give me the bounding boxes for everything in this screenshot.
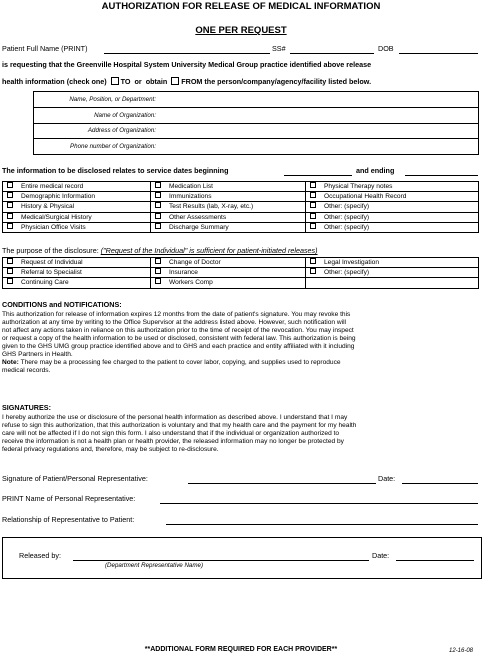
table-row xyxy=(3,278,479,288)
option-label: Other: (specify) xyxy=(324,203,370,211)
conditions-line: authorization at any time by writing to the Office Supervisor at the address listed above. However, such notification will xyxy=(2,319,347,327)
record-option-entire[interactable] xyxy=(3,182,151,192)
service-end-field[interactable] xyxy=(405,175,478,176)
release-date-field[interactable] xyxy=(396,560,474,561)
org-row-address[interactable] xyxy=(34,123,478,139)
option-label: Insurance xyxy=(169,269,198,277)
conditions-heading: CONDITIONS and NOTIFICATIONS: xyxy=(2,300,122,309)
checkbox-icon[interactable] xyxy=(155,213,161,219)
record-option-other-1[interactable] xyxy=(306,202,479,212)
option-label: Other Assessments xyxy=(169,213,227,221)
option-label: Request of Individual xyxy=(21,259,83,267)
org-row-phone[interactable] xyxy=(34,139,478,154)
checkbox-icon[interactable] xyxy=(7,213,13,219)
conditions-body xyxy=(2,311,480,375)
checkbox-icon[interactable] xyxy=(7,192,13,198)
print-name-field[interactable] xyxy=(160,503,478,504)
signatures-line: refuse to sign this authorization, that this authorization is voluntary and that my health care and the payment for my health xyxy=(2,422,357,430)
signature-date-label: Date: xyxy=(378,474,396,483)
option-label: Referral to Specialist xyxy=(21,269,82,277)
org-row-name[interactable] xyxy=(34,108,478,124)
to-label: TO xyxy=(120,77,131,86)
org-label-name-position: Name, Position, or Department: xyxy=(69,96,156,103)
dob-field[interactable] xyxy=(399,53,478,54)
table-row xyxy=(3,202,479,212)
to-checkbox[interactable] xyxy=(111,77,119,85)
record-option-demographic[interactable] xyxy=(3,192,151,202)
service-dates-label: The information to be disclosed relates to service dates beginning xyxy=(2,166,229,175)
signatures-line: receive the information is not a health plan or health provider, the released information may no longer be protected by xyxy=(2,438,344,446)
record-option-other-3[interactable] xyxy=(306,222,479,232)
option-label: Discharge Summary xyxy=(169,223,229,231)
dob-label: DOB xyxy=(378,44,394,53)
table-row xyxy=(3,212,479,222)
checkbox-icon[interactable] xyxy=(155,223,161,229)
patient-name-label: Patient Full Name (PRINT) xyxy=(2,44,88,53)
form-subtitle: ONE PER REQUEST xyxy=(195,25,287,36)
conditions-note xyxy=(2,359,480,367)
records-table xyxy=(2,181,479,233)
option-label: Continuing Care xyxy=(21,279,69,287)
checkbox-icon[interactable] xyxy=(7,223,13,229)
table-row xyxy=(3,192,479,202)
checkbox-icon[interactable] xyxy=(310,202,316,208)
checkbox-icon[interactable] xyxy=(155,268,161,274)
org-row-name-position[interactable] xyxy=(34,92,478,108)
ssn-field[interactable] xyxy=(290,53,374,54)
checkbox-icon[interactable] xyxy=(310,213,316,219)
option-label: Immunizations xyxy=(169,193,212,201)
org-label-phone: Phone number of Organization: xyxy=(70,142,156,150)
print-name-label: PRINT Name of Personal Representative: xyxy=(2,494,136,503)
purpose-option-continuing[interactable] xyxy=(3,278,151,288)
obtain-label: obtain xyxy=(145,77,168,86)
org-label-name: Name of Organization: xyxy=(94,111,156,119)
purpose-option-insurance[interactable] xyxy=(151,268,306,278)
footer-notice: **ADDITIONAL FORM REQUIRED FOR EACH PROVIDER** xyxy=(144,646,338,653)
checkbox-icon[interactable] xyxy=(155,182,161,188)
purpose-option-change-doctor[interactable] xyxy=(151,258,306,268)
record-option-assessments[interactable] xyxy=(151,212,306,222)
checkbox-icon[interactable] xyxy=(310,182,316,188)
record-option-medication[interactable] xyxy=(151,182,306,192)
service-ending-label: and ending xyxy=(356,166,395,175)
health-info-line xyxy=(2,77,371,87)
record-option-other-2[interactable] xyxy=(306,212,479,222)
option-label: Occupational Health Record xyxy=(324,193,407,201)
requesting-text: is requesting that the Greenville Hospital System University Medical Group practice identified above release xyxy=(2,60,372,69)
signature-date-field[interactable] xyxy=(402,483,478,484)
option-label: Test Results (lab, X-ray, etc.) xyxy=(169,203,254,211)
conditions-note-cont: medical records. xyxy=(2,367,51,375)
form-title: AUTHORIZATION FOR RELEASE OF MEDICAL INFORMATION xyxy=(101,1,381,12)
option-label: Other: (specify) xyxy=(324,213,370,221)
conditions-line: not affect any actions taken in reliance on this authorization prior to the time of receipt of the revocation. You may inspect xyxy=(2,327,354,335)
table-row xyxy=(3,222,479,232)
checkbox-icon[interactable] xyxy=(7,202,13,208)
record-option-med-surg[interactable] xyxy=(3,212,151,222)
option-label: Physician Office Visits xyxy=(21,223,86,231)
purpose-note: ("Request of the Individual" is sufficient for patient-initiated releases) xyxy=(100,246,318,255)
released-by-label: Released by: xyxy=(19,551,61,560)
release-box xyxy=(2,537,482,579)
record-option-office-visits[interactable] xyxy=(3,222,151,232)
checkbox-icon[interactable] xyxy=(310,258,316,264)
org-label-address: Address of Organization: xyxy=(87,127,156,134)
organization-box xyxy=(33,91,479,155)
checkbox-icon[interactable] xyxy=(7,268,13,274)
conditions-line: or request a copy of the health information to be used or disclosed, consistent with federal law. This authorization is being xyxy=(2,335,356,343)
signatures-line: I hereby authorize the use or disclosure of the personal health information as described above. I understand that I may xyxy=(2,414,348,421)
record-option-occupational[interactable] xyxy=(306,192,479,202)
dept-rep-label: (Department Representative Name) xyxy=(105,562,204,569)
note-label: Note: xyxy=(2,359,19,367)
purpose-option-legal[interactable] xyxy=(306,258,479,268)
purpose-option-workers-comp[interactable] xyxy=(151,278,306,288)
record-option-immunizations[interactable] xyxy=(151,192,306,202)
purpose-empty-cell xyxy=(306,278,479,288)
patient-name-field[interactable] xyxy=(104,53,270,54)
checkbox-icon[interactable] xyxy=(155,202,161,208)
form-date: 12-16-08 xyxy=(449,648,474,654)
option-label: Demographic Information xyxy=(21,193,96,201)
released-by-field[interactable] xyxy=(73,560,369,561)
record-option-pt-notes[interactable] xyxy=(306,182,479,192)
conditions-line: GHS Partners in Health. xyxy=(2,351,73,359)
purpose-table xyxy=(2,257,479,289)
checkbox-icon[interactable] xyxy=(310,192,316,198)
signature-field[interactable] xyxy=(188,483,376,484)
checkbox-icon[interactable] xyxy=(310,223,316,229)
signatures-body xyxy=(2,414,480,454)
signature-label: Signature of Patient/Personal Representative: xyxy=(2,474,148,483)
option-label: Entire medical record xyxy=(21,183,84,191)
from-text: FROM the person/company/agency/facility listed below. xyxy=(181,77,372,86)
relationship-field[interactable] xyxy=(166,524,478,525)
option-label: Workers Comp xyxy=(169,279,213,287)
signatures-heading: SIGNATURES: xyxy=(2,403,51,412)
release-date-label: Date: xyxy=(372,551,390,560)
checkbox-icon[interactable] xyxy=(310,268,316,274)
purpose-option-other[interactable] xyxy=(306,268,479,278)
option-label: Medication List xyxy=(169,183,213,191)
option-label: Medical/Surgical History xyxy=(21,213,92,221)
record-option-discharge[interactable] xyxy=(151,222,306,232)
purpose-line xyxy=(2,247,318,256)
ssn-label: SS# xyxy=(272,44,286,53)
option-label: Other: (specify) xyxy=(324,269,370,277)
purpose-option-referral[interactable] xyxy=(3,268,151,278)
checkbox-icon[interactable] xyxy=(7,182,13,188)
or-label: or xyxy=(134,77,142,86)
table-row xyxy=(3,258,479,268)
signatures-line: care will not be affected if I do not sign this form. I also understand that if the individual or organization authorized to xyxy=(2,430,340,438)
signatures-line: federal privacy regulations and, therefore, may be subject to re-disclosure. xyxy=(2,446,219,454)
purpose-option-request[interactable] xyxy=(3,258,151,268)
option-label: History & Physical xyxy=(21,203,75,211)
note-text: There may be a processing fee charged to the patient to cover labor, copying, and supplies used to reproduce xyxy=(18,359,341,367)
checkbox-icon[interactable] xyxy=(155,192,161,198)
option-label: Other: (specify) xyxy=(324,223,370,231)
record-option-test-results[interactable] xyxy=(151,202,306,212)
record-option-history[interactable] xyxy=(3,202,151,212)
checkbox-icon[interactable] xyxy=(7,278,13,284)
relationship-label: Relationship of Representative to Patient: xyxy=(2,515,135,524)
table-row xyxy=(3,268,479,278)
conditions-line: This authorization for release of information expires 12 months from the date of patient's signature. You may revoke this xyxy=(2,311,351,318)
option-label: Physical Therapy notes xyxy=(324,183,393,191)
purpose-label: The purpose of the disclosure: xyxy=(2,246,99,255)
option-label: Change of Doctor xyxy=(169,259,221,267)
checkbox-icon[interactable] xyxy=(155,258,161,264)
from-checkbox[interactable] xyxy=(171,77,179,85)
checkbox-icon[interactable] xyxy=(7,258,13,264)
checkbox-icon[interactable] xyxy=(155,278,161,284)
health-info-text: health information (check one) xyxy=(2,77,107,86)
option-label: Legal Investigation xyxy=(324,259,379,267)
service-begin-field[interactable] xyxy=(284,175,352,176)
conditions-line: given to the GHS UMG group practice identified above and to GHS and each practice and entity affiliated with it including xyxy=(2,343,355,351)
table-row xyxy=(3,182,479,192)
